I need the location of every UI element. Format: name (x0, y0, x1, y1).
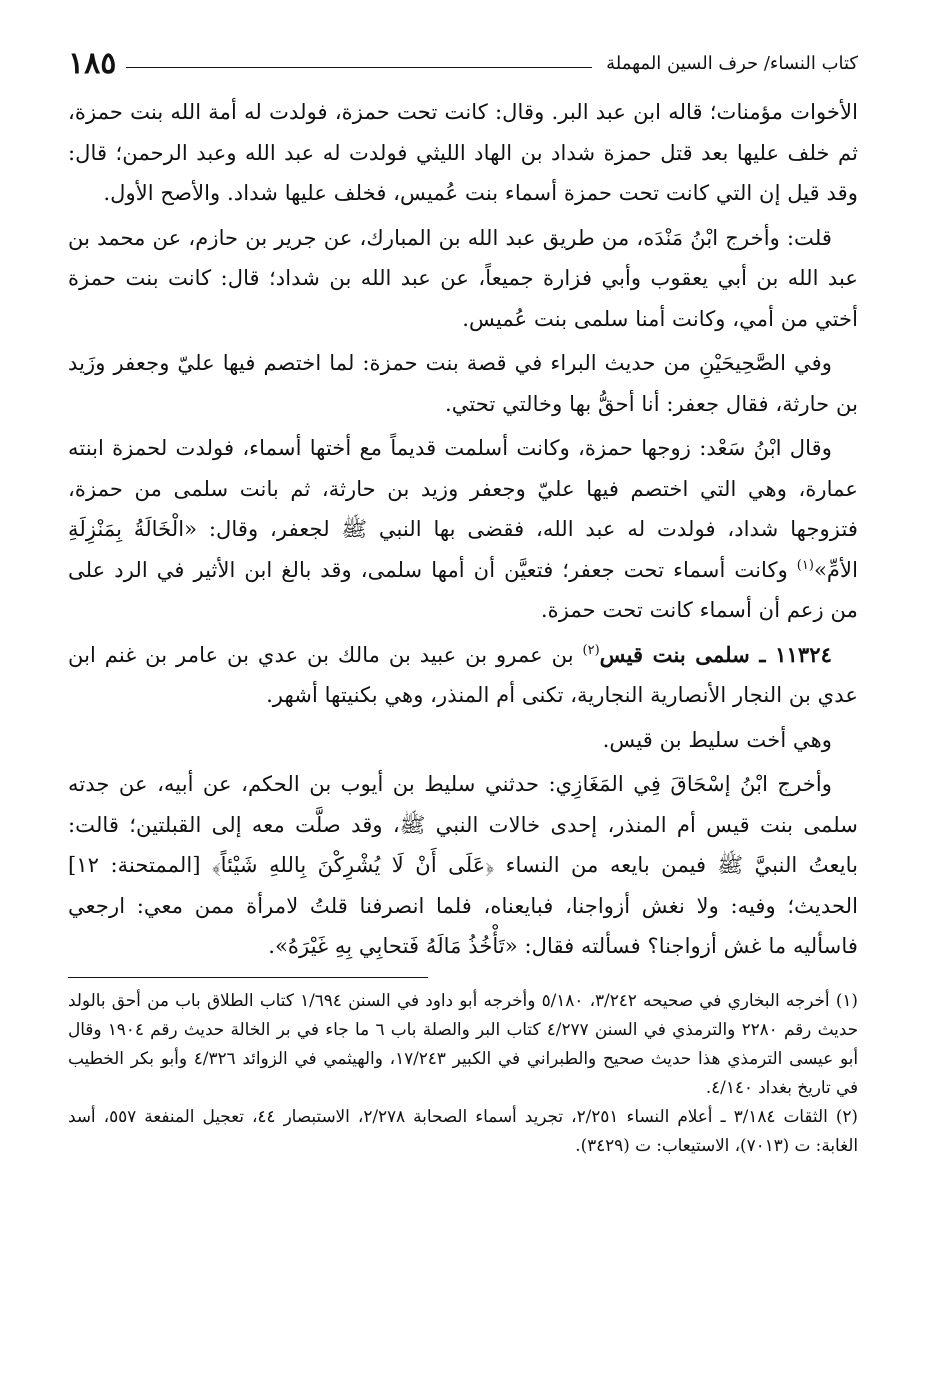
entry-text: بن عمرو بن عبيد بن مالك بن عدي بن عامر بن غنم ابن عدي بن النجار الأنصارية النجارية، تكنى أم المنذر، وهي بكنيتها أشهر. (68, 641, 858, 707)
paragraph-sister: وهي أخت سليط بن قيس. (602, 726, 832, 752)
book-page (68, 40, 858, 1360)
footnote-divider (68, 977, 428, 978)
main-text (68, 92, 858, 967)
ibn-saad-text-cont: وكانت أسماء تحت جعفر؛ فتعيَّن أن أمها سلمى، وقد بالغ ابن الأثير في الرد على من زعم أن أسماء كانت تحت حمزة. (68, 556, 858, 622)
paragraph-ibn-ishaq: وأخرج ابْنُ إسْحَاقَ فِي المَغَازِي: حدثني سليط بن أيوب بن الحكم، عن أبيه، عن جدته سلمى بنت قيس أم المنذر، إحدى خالات النبي ﷺ، وقد صلَّت معه إلى القبلتين؛ قالت: بايعتُ النبيَّ ﷺ فيمن بايعه من النساء ﴿عَلَى أَنْ لَا يُشْرِكْنَ بِاللهِ شَيْئاً﴾ [الممتحنة: ١٢] الحديث؛ وفيه: ولا نغش أزواجنا، فبايعناه، فلما انصرفنا قلتُ لامرأة ممن معي: ارجعي فاسأليه ما غش أزواجنا؟ فسألته فقال: «تَأْخُذُ مَالَهُ فَتحابِي بِهِ غَيْرَهُ». (68, 771, 858, 958)
footnote-1: (١) أخرجه البخاري في صحيحه ٣/٢٤٢، ٥/١٨٠ وأخرجه أبو داود في السنن ١/٦٩٤ كتاب الطلاق باب من أحق بالولد حديث رقم ٢٢٨٠ والترمذي في السنن ٤/٢٧٧ كتاب البر والصلة باب ٦ ما جاء في بر الخالة حديث رقم ١٩٠٤ وقال أبو عيسى الترمذي هذا حديث صحيح والطبراني في الكبير ١٧/٢٤٣، والهيثمي في الزوائد ٤/٣٢٦ وأبو بكر الخطيب في تاريخ بغداد ٤/١٤٠. (68, 989, 858, 1097)
page-header (68, 40, 858, 86)
footnote-2: (٢) الثقات ٣/١٨٤ ـ أعلام النساء ٢/٢٥١، تجريد أسماء الصحابة ٢/٢٧٨، الاستبصار ٤٤، تعجيل المنفعة ٥٥٧، أسد الغابة: ت (٧٠١٣)، الاستيعاب: ت (٣٤٢٩). (68, 1105, 858, 1155)
paragraph-continuation: الأخوات مؤمنات؛ قاله ابن عبد البر. وقال: كانت تحت حمزة، فولدت له أمة الله بنت حمزة، ثم خلف عليها بعد قتل حمزة شداد بن الهاد الليثي فولدت له عبد الله وعبد الرحمن؛ قال: وقد قيل إن التي كانت تحت حمزة أسماء بنت عُميس، فخلف عليها شداد. والأصح الأول. (68, 99, 858, 205)
footnote-ref-2: (٢) (582, 642, 600, 658)
running-title: كتاب النساء/ حرف السين المهملة (606, 52, 858, 74)
header-rule (126, 67, 592, 68)
paragraph-ibn-mandah: قلت: وأخرج ابْنُ مَنْدَه، من طريق عبد الله بن المبارك، عن جرير بن حازم، عن محمد بن عبد الله بن أبي يعقوب وأبي فزارة جميعاً، عن عبد الله بن شداد؛ قال: كانت بنت حمزة أختي من أمي، وكانت أمنا سلمى بنت عُميس. (68, 224, 858, 331)
ibn-saad-text: وقال ابْنُ سَعْد: زوجها حمزة، وكانت أسلمت قديماً مع أختها أسماء، فولدت لحمزة ابنته عمارة، وهي التي اختصم فيها عليّ وجعفر وزيد بن حارثة، ثم بانت سلمى من حمزة، فتزوجها شداد، فولدت له عبد الله، فقضى بها النبي ﷺ لجعفر، وقال: «الْخَالَةُ بِمَنْزِلَةِ الأمِّ» (68, 435, 858, 582)
entry-paragraph (68, 635, 858, 716)
footnote-ref-1: (١) (796, 557, 814, 573)
paragraph-ibn-saad (68, 428, 858, 631)
footnotes (68, 986, 858, 1160)
paragraph-sahihayn: وفي الصَّحِيحَيْنِ من حديث البراء في قصة بنت حمزة: لما اختصم فيها عليّ وجعفر وزَيد بن حارثة، فقال جعفر: أنا أحقُّ بها وخالتي تحتي. (68, 350, 858, 416)
entry-heading: ١١٣٢٤ ـ سلمى بنت قيس (599, 641, 832, 667)
page-number: ١٨٥ (68, 45, 117, 81)
